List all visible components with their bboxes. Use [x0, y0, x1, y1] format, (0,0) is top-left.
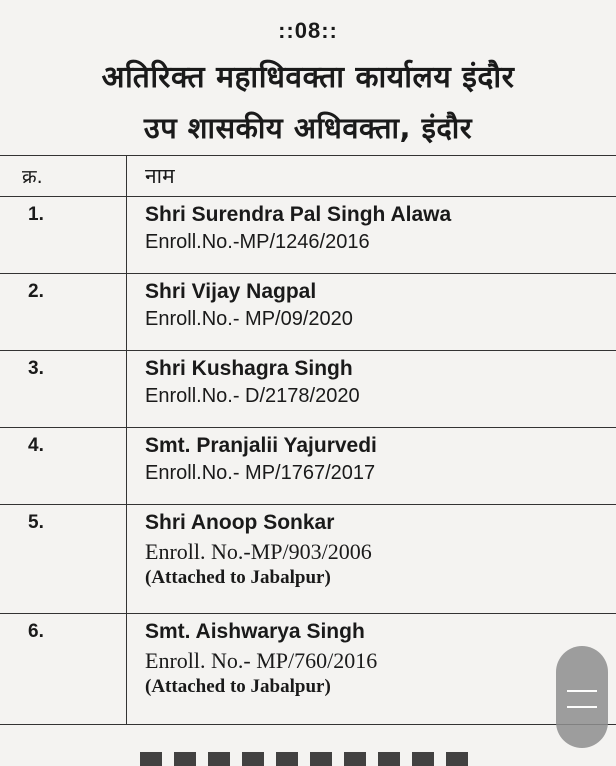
- enrollment-number: Enroll.No.- D/2178/2020: [127, 381, 616, 408]
- table-row: [0, 505, 616, 614]
- name-cell: [127, 428, 616, 505]
- cropped-text-line: [140, 752, 470, 766]
- menu-lines-icon: [567, 690, 597, 708]
- scroll-handle[interactable]: [556, 646, 608, 748]
- serial-cell: 2.: [0, 274, 127, 351]
- enrollment-number: Enroll. No.- MP/760/2016: [127, 644, 616, 674]
- name-cell: [127, 351, 616, 428]
- table-row: [0, 351, 616, 428]
- serial-cell: 5.: [0, 505, 127, 614]
- enrollment-number: Enroll. No.-MP/903/2006: [127, 535, 616, 565]
- table-header-row: [0, 156, 616, 197]
- advocate-name: Shri Vijay Nagpal: [127, 274, 616, 304]
- advocate-name: Smt. Pranjalii Yajurvedi: [127, 428, 616, 458]
- page-number: ::08::: [0, 18, 616, 44]
- enrollment-number: Enroll.No.- MP/09/2020: [127, 304, 616, 331]
- serial-cell: 1.: [0, 197, 127, 274]
- enrollment-number: Enroll.No.- MP/1767/2017: [127, 458, 616, 485]
- advocate-name: Smt. Aishwarya Singh: [127, 614, 616, 644]
- table-row: [0, 274, 616, 351]
- advocate-name: Shri Surendra Pal Singh Alawa: [127, 197, 616, 227]
- table-row: [0, 197, 616, 274]
- attachment-note: (Attached to Jabalpur): [127, 674, 616, 698]
- advocate-table: [0, 155, 616, 725]
- serial-cell: 3.: [0, 351, 127, 428]
- designation-title: उप शासकीय अधिवक्ता, इंदौर: [0, 108, 616, 147]
- advocate-name: Shri Anoop Sonkar: [127, 505, 616, 535]
- name-cell: [127, 614, 616, 725]
- office-title: अतिरिक्त महाधिवक्ता कार्यालय इंदौर: [0, 55, 616, 96]
- attachment-note: (Attached to Jabalpur): [127, 565, 616, 589]
- serial-cell: 4.: [0, 428, 127, 505]
- name-cell: [127, 505, 616, 614]
- serial-cell: 6.: [0, 614, 127, 725]
- header-serial: क्र.: [0, 156, 127, 197]
- name-cell: [127, 197, 616, 274]
- enrollment-number: Enroll.No.-MP/1246/2016: [127, 227, 616, 254]
- name-cell: [127, 274, 616, 351]
- table-row: [0, 428, 616, 505]
- table-row: [0, 614, 616, 725]
- advocate-name: Shri Kushagra Singh: [127, 351, 616, 381]
- header-name: नाम: [127, 156, 616, 197]
